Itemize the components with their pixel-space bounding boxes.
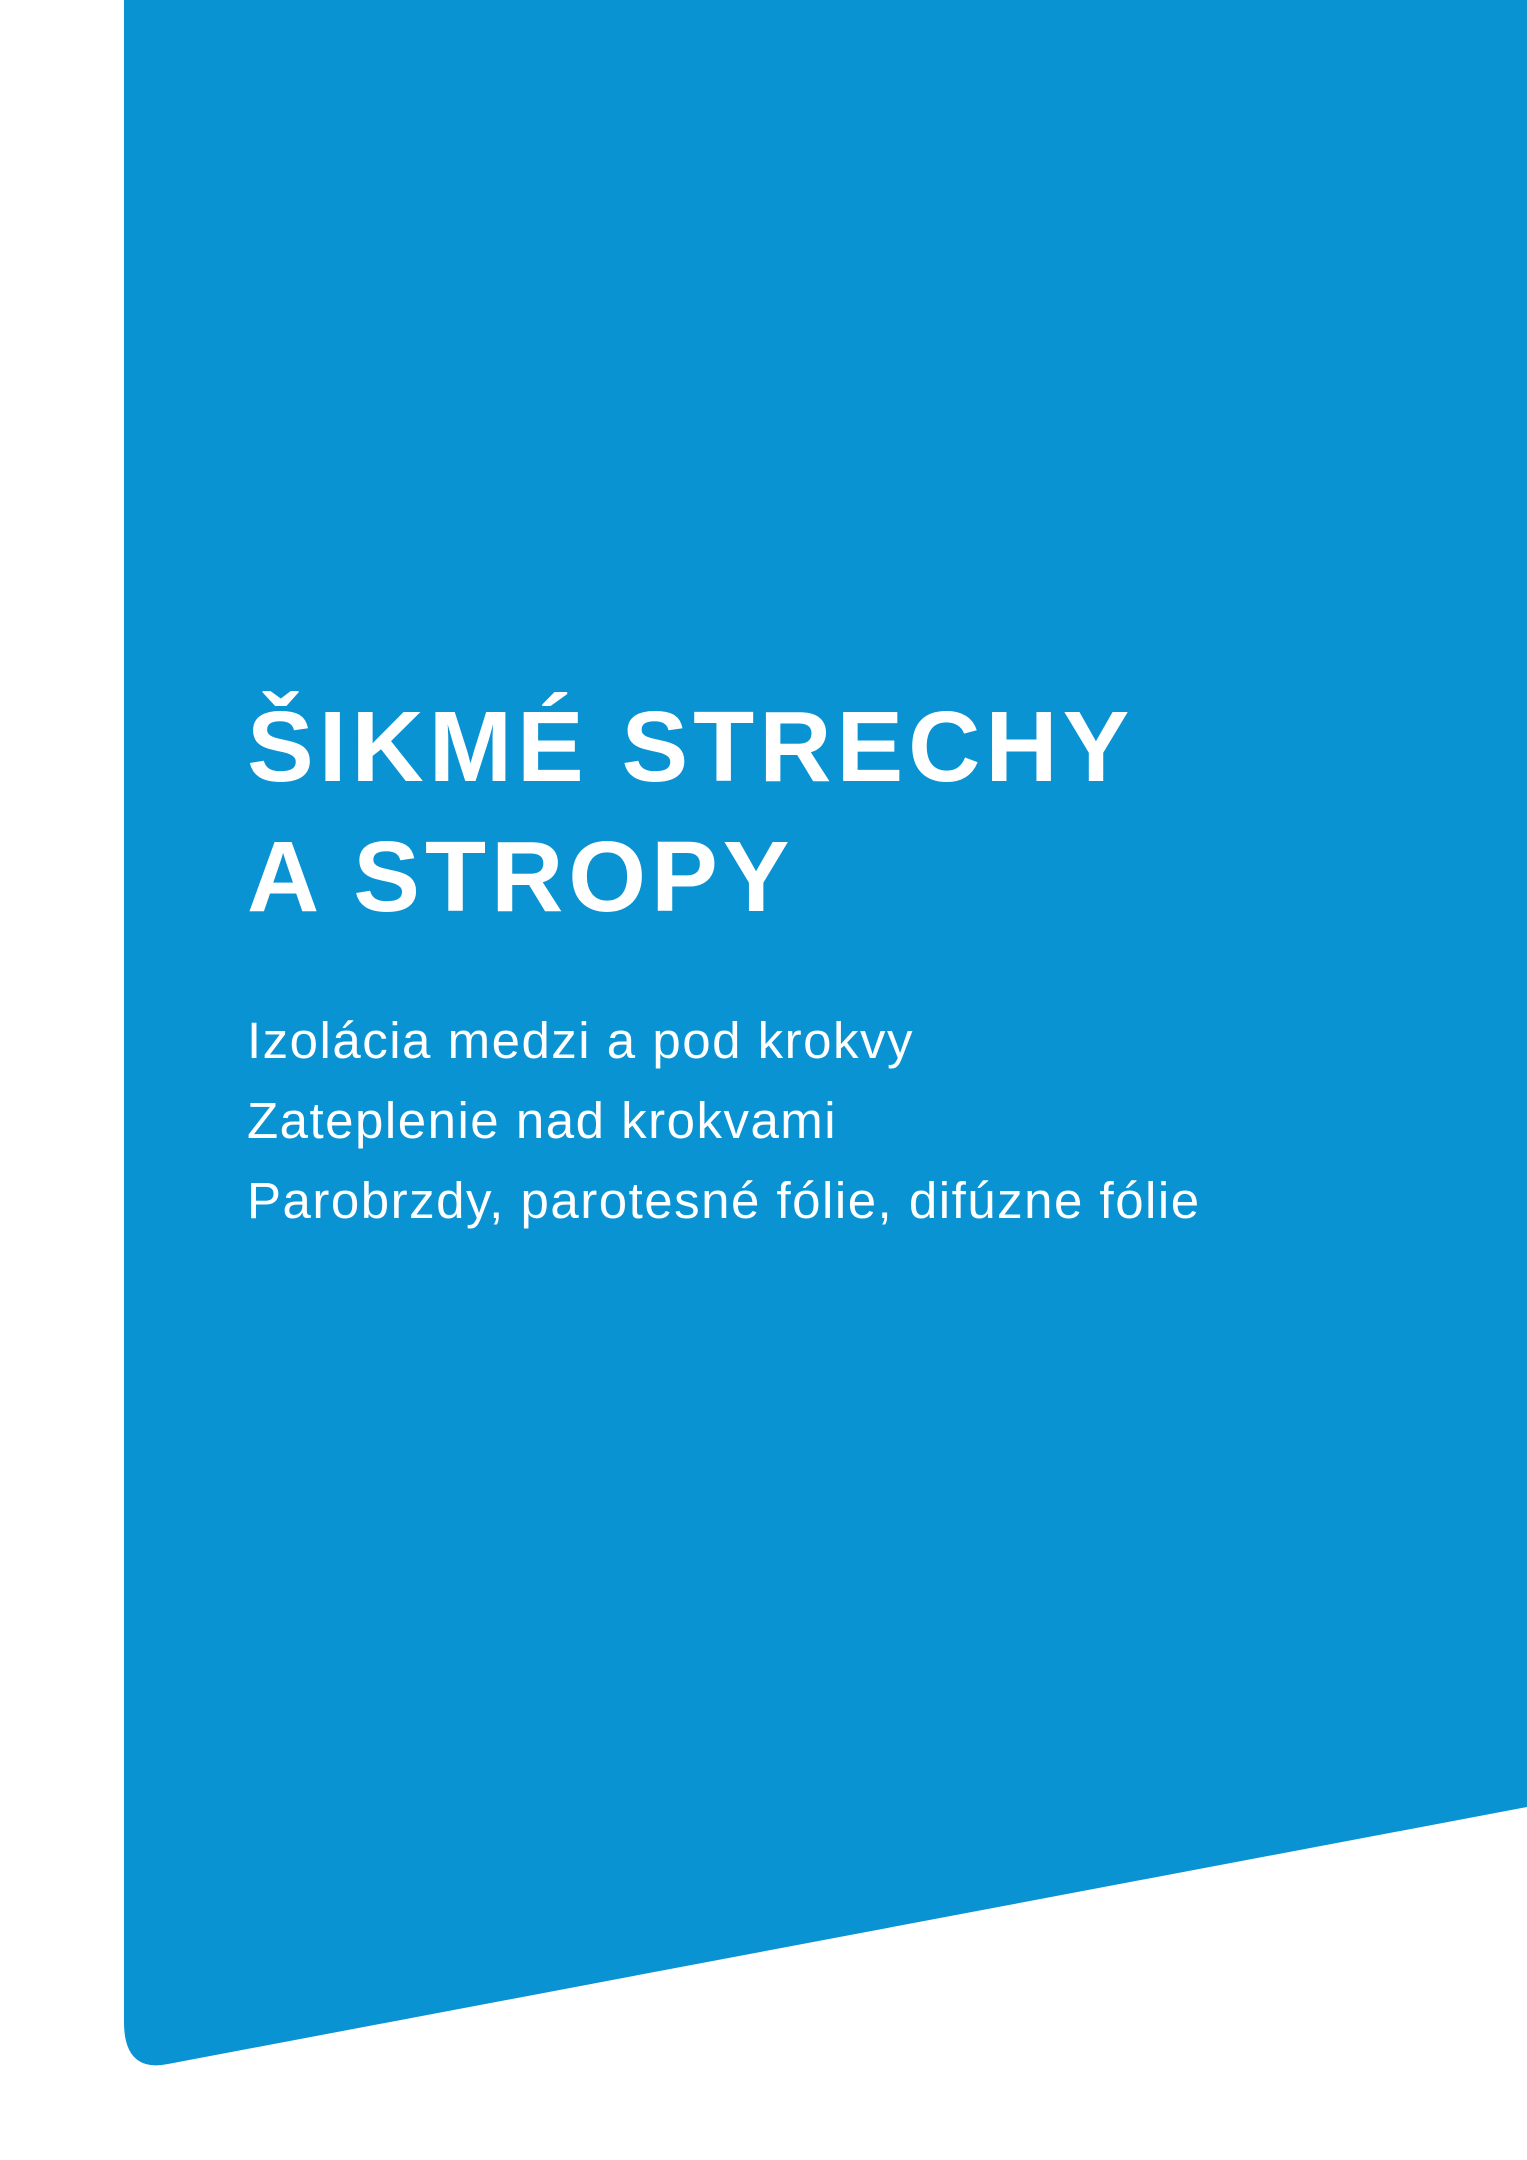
cover-title: [247, 682, 1134, 942]
cover-title-line1: ŠIKMÉ STRECHY: [247, 691, 1135, 803]
subtitle-line-1: Izolácia medzi a pod krokvy: [247, 1012, 914, 1069]
cover-subtitle: [247, 1001, 1201, 1241]
subtitle-line-2: Zateplenie nad krokvami: [247, 1092, 838, 1149]
cover-title-line2: A STROPY: [247, 821, 795, 933]
subtitle-line-3: Parobrzdy, parotesné fólie, difúzne fólie: [247, 1172, 1201, 1229]
